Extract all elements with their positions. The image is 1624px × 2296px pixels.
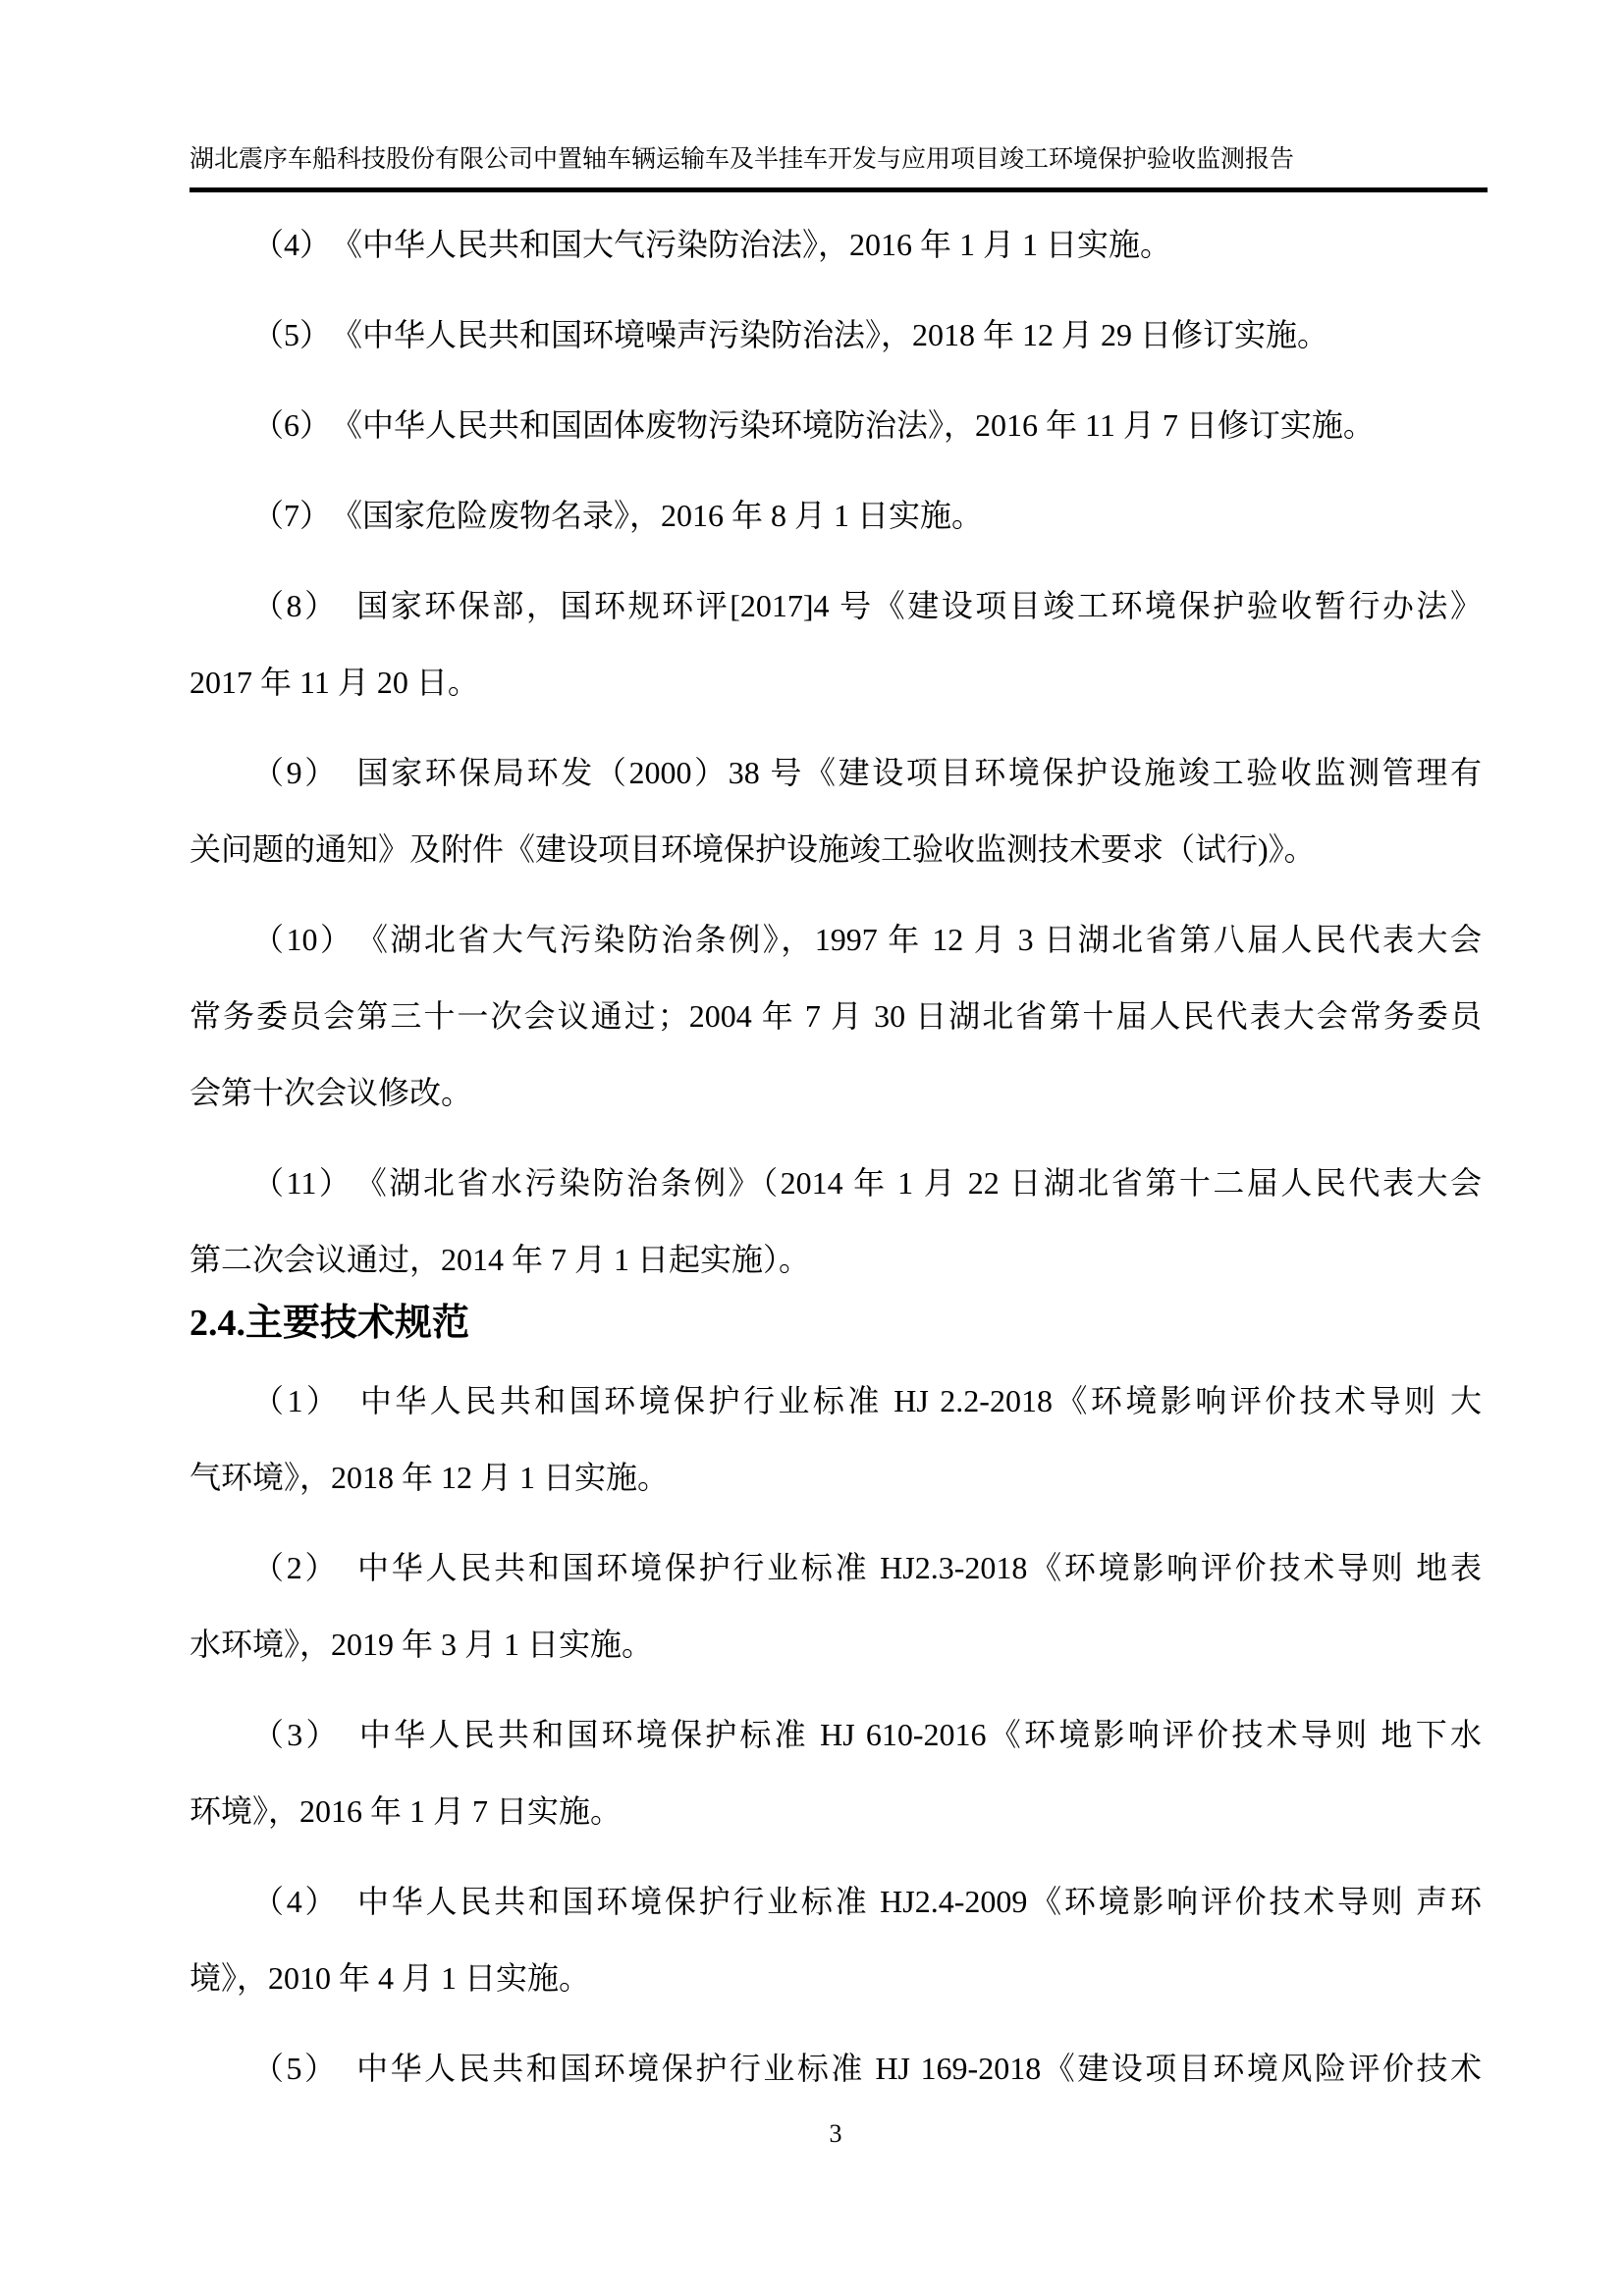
paragraph-line: （5） 《中华人民共和国环境噪声污染防治法》，2018 年 12 月 29 日修订实施。 [252, 317, 1329, 352]
paragraph [189, 296, 1482, 373]
paragraph-line: （7） 《国家危险废物名录》，2016 年 8 月 1 日实施。 [252, 498, 984, 533]
legal-basis-paragraphs [189, 206, 1482, 1298]
paragraph [189, 1863, 1482, 2016]
paragraph-line: 水环境》，2019 年 3 月 1 日实施。 [189, 1627, 654, 1662]
paragraph [189, 901, 1482, 1131]
heading-spacer [189, 1351, 1482, 1362]
header-rule [189, 187, 1488, 192]
paragraph-line: （5） 中华人民共和国环境保护行业标准 HJ 169-2018《建设项目环境风险评价技术 [252, 2051, 1482, 2086]
paragraph-line: （8） 国家环保部，国环规环评[2017]4 号《建设项目竣工环境保护验收暂行办法》 [252, 588, 1482, 623]
paragraph [189, 1145, 1482, 1298]
technical-standards-paragraphs [189, 1362, 1482, 2107]
paragraph-line: 气环境》，2018 年 12 月 1 日实施。 [189, 1460, 670, 1495]
paragraph [189, 1362, 1482, 1516]
paragraph-line: （11） 《湖北省水污染防治条例》（2014 年 1 月 22 日湖北省第十二届人民代表大会 [252, 1165, 1482, 1201]
paragraph-line: 2017 年 11 月 20 日。 [189, 665, 479, 700]
paragraph [189, 387, 1482, 463]
paragraph-line: （6） 《中华人民共和国固体废物污染环境防治法》，2016 年 11 月 7 日修订实施。 [252, 407, 1375, 443]
paragraph-line: 境》，2010 年 4 月 1 日实施。 [189, 1960, 591, 1996]
paragraph-line: （1） 中华人民共和国环境保护行业标准 HJ 2.2-2018《环境影响评价技术导则 大 [252, 1383, 1482, 1418]
paragraph-line: 常务委员会第三十一次会议通过；2004 年 7 月 30 日湖北省第十届人民代表大会常务委员 [189, 998, 1482, 1034]
paragraph-line: （10） 《湖北省大气污染防治条例》，1997 年 12 月 3 日湖北省第八届人民代表大会 [252, 922, 1482, 957]
paragraph [189, 734, 1482, 887]
paragraph-line: 环境》，2016 年 1 月 7 日实施。 [189, 1793, 623, 1829]
paragraph [189, 1529, 1482, 1682]
paragraph-line: （4） 《中华人民共和国大气污染防治法》，2016 年 1 月 1 日实施。 [252, 227, 1172, 262]
paragraph [189, 567, 1482, 721]
section-heading: 2.4.主要技术规范 [189, 1303, 470, 1344]
paragraph-line: 关问题的通知》及附件《建设项目环境保护设施竣工验收监测技术要求（试行)》。 [189, 831, 1316, 867]
paragraph-line: 会第十次会议修改。 [189, 1075, 473, 1110]
paragraph [189, 2030, 1482, 2107]
page-number: 3 [829, 2119, 842, 2148]
report-header-title: 湖北震序车船科技股份有限公司中置轴车辆运输车及半挂车开发与应用项目竣工环境保护验收监测报告 [189, 146, 1295, 173]
paragraph [189, 477, 1482, 554]
paragraph [189, 206, 1482, 283]
paragraph-line: （2） 中华人民共和国环境保护行业标准 HJ2.3-2018《环境影响评价技术导则 地表 [252, 1550, 1482, 1585]
paragraph-line: 第二次会议通过，2014 年 7 月 1 日起实施）。 [189, 1242, 811, 1277]
paragraph-line: （4） 中华人民共和国环境保护行业标准 HJ2.4-2009《环境影响评价技术导则 声环 [252, 1884, 1482, 1919]
paragraph [189, 1696, 1482, 1849]
paragraph-line: （9） 国家环保局环发（2000）38 号《建设项目环境保护设施竣工验收监测管理有 [252, 755, 1482, 790]
document-content [189, 206, 1482, 2154]
paragraph-line: （3） 中华人民共和国环境保护标准 HJ 610-2016《环境影响评价技术导则 地下水 [252, 1717, 1482, 1752]
